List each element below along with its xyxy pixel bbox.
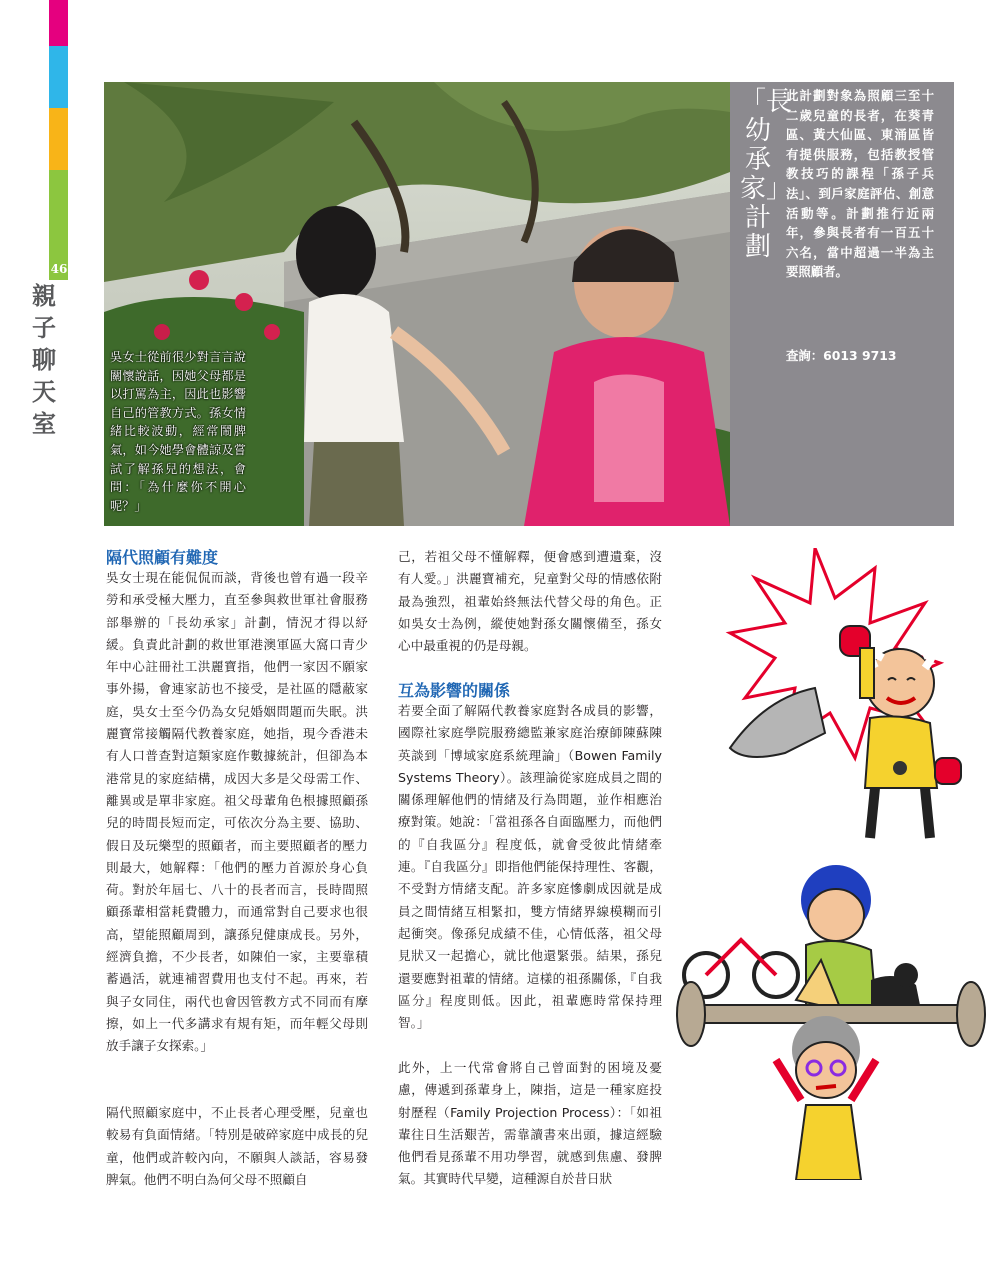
sidebar-contact: 查詢：6013 9713 <box>786 348 897 363</box>
paragraph-1: 吳女士現在能侃侃而談，背後也曾有過一段辛勞和承受極大壓力，直至參與救世軍社會服務部舉辦的「長幼承家」計劃，情況才得以紓緩。負責此計劃的救世軍港澳軍區大窩口青少年中心註冊社工洪麗寶指，他們一家因不願家事外揚，會連家訪也不接受，是社區的隱蔽家庭，吳女士至今仍為女兒婚姻問題而失眠。洪麗寶常接觸隔代教養家庭，她指，現今香港未有人口普查對這類家庭作數據統計，但卻為本港常見的家庭結構，成因大多是父母需工作、離異或是單非家庭。祖父母輩角色根據照顧孫兒的時間長短而定，可依次分為主要、協助、假日及玩樂型的照顧者，而主要照顧者的壓力則最大，她解釋：「他們的壓力首源於身心負荷。對於年屆七、八十的長者而言，長時間照顧孫輩相當耗費體力，而通常對自己要求也很高，望能照顧周到，讓孫兒健康成長。另外，經濟負擔，不少長者，如陳伯一家，主要靠積蓄過活，就連補習費用也支付不起。再來，若與子女同住，兩代也會因管教方式不同而有摩擦，如上一代多講求有規有矩，而年輕父母則放手讓子女探索。」 <box>106 570 368 1054</box>
section-title: 親子聊天室 <box>32 281 56 438</box>
color-strip-pink <box>49 0 68 46</box>
color-strip-orange <box>49 108 68 170</box>
sidebar-body: 此計劃對象為照顧三至十二歲兒童的長者，在葵青區、黃大仙區、東涌區皆有提供服務，包括教授管教技巧的課程「孫子兵法」、到戶家庭評估、創意活動等。計劃推行近兩年，參與長者有一百五十六名，當中超過一半為主要照顧者。 <box>786 88 934 280</box>
paragraph-2: 隔代照顧家庭中，不止長者心理受壓，兒童也較易有負面情緒。「特別是破碎家庭中成長的兒童，他們或許較內向，不願與人談話，容易發脾氣。他們不明白為何父母不照顧自 <box>106 1105 368 1187</box>
paragraph-4: 若要全面了解隔代教養家庭對各成員的影響，國際社家庭學院服務總監兼家庭治療師陳蘇陳英談到「博域家庭系統理論」（Bowen Family Systems Theory）。該理論從家庭成員之間的關係理解他們的情緒及行為問題，並作相應治療對策。她說：「當祖孫各自面臨壓力，而他們的『自我區分』程度低，就會受彼此情緒牽連。『自我區分』即指他們能保持理性、客觀，不受對方情緒支配。許多家庭慘劇成因就是成員之間情緒互相緊扣，雙方情緒界線模糊而引起衝突。像孫兒成績不佳，心情低落，祖父母見狀又一起擔心，就比他還緊張。結果，孫兒還要應對祖輩的情緒。這樣的祖孫關係，『自我區分』程度則低。因此，祖輩應時常保持理智。」 <box>398 703 662 1031</box>
paragraph-5: 此外，上一代常會將自己曾面對的困境及憂慮，傳遞到孫輩身上，陳指，這是一種家庭投射歷程（Family Projection Process）：「如祖輩往日生活艱苦，需靠讀書來出頭，據這經驗他們看見孫輩不用功學習，就感到焦慮、發脾氣。其實時代早變，這種源自於昔日狀 <box>398 1060 662 1187</box>
heading-2: 互為影響的關係 <box>398 681 511 700</box>
illustration-superhero-grandpa <box>725 548 995 848</box>
page-number: 46 <box>50 262 68 276</box>
sidebar-title: 「長幼承家」計劃 <box>740 87 793 262</box>
paragraph-3: 己，若祖父母不懂解釋，便會感到遭遺棄，沒有人愛。」洪麗寶補充，兒童對父母的情感依附最為強烈，祖輩始終無法代替父母的角色。正如吳女士為例，縱使她對孫女關懷備至，孫女心中最重視的仍是母親。 <box>398 549 662 654</box>
illustration-balancing-family <box>666 860 996 1180</box>
heading-1: 隔代照顧有難度 <box>106 548 219 567</box>
color-strip-blue <box>49 46 68 108</box>
photo-caption: 吳女士從前很少對言言說關懷說話，因她父母都是以打罵為主，因此也影響自己的管教方式。孫女情緒比較波動，經常鬧脾氣，如今她學會體諒及嘗試了解孫兒的想法，會問：「為什麼你不開心呢？」 <box>110 350 246 513</box>
